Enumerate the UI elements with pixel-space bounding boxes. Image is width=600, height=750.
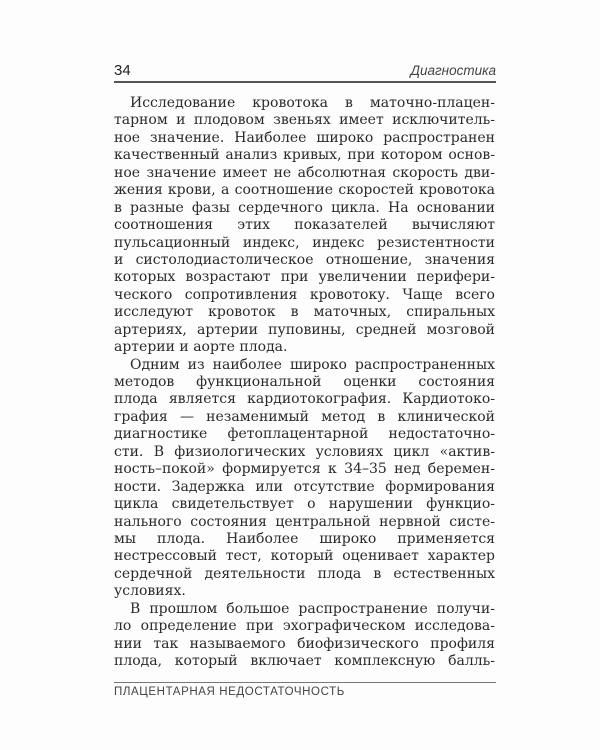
text-line: исследуют кровоток в маточных, спиральных (114, 304, 495, 321)
text-line: методов функциональной оценки состояния (114, 374, 495, 390)
page-number: 34 (114, 62, 131, 79)
running-header (114, 62, 496, 80)
text-line: тарном и плодовом звеньях имеет исключитель- (114, 112, 495, 129)
text-line: Одним из наиболее широко распространенных (130, 356, 495, 373)
text-line: ность–покой» формируется к 34–35 нед беремен- (114, 461, 495, 478)
text-line: плода, который включает комплексную балль- (114, 653, 495, 669)
text-line: мы плода. Наиболее широко применяется (114, 530, 495, 547)
running-footer: ПЛАЦЕНТАРНАЯ НЕДОСТАТОЧНОСТЬ (114, 686, 345, 698)
text-line: соотношения этих показателей вычисляют (114, 217, 495, 234)
text-line: нестрессовый тест, который оценивает характер (114, 548, 495, 565)
body-text (114, 95, 495, 670)
text-line: ло определение при эхографическом исследова- (114, 618, 495, 635)
text-line: пульсационный индекс, индекс резистентности (114, 234, 495, 251)
text-line: жения крови, а соотношение скоростей кровотока (114, 182, 495, 199)
text-line: сти. В физиологических условиях цикл «актив- (114, 443, 495, 460)
text-line: ческого сопротивления кровотоку. Чаще всего (114, 286, 495, 303)
text-line: артериях, артерии пуповины, средней мозговой (114, 321, 495, 338)
text-line: и систолодиастолическое отношение, значения (114, 251, 495, 268)
text-line: графия — незаменимый метод в клинической (114, 408, 495, 425)
text-line: Исследование кровотока в маточно-плацен- (130, 95, 495, 111)
text-line: В прошлом большое распространение получи- (130, 600, 495, 617)
text-line: артерии и аорте плода. (114, 339, 288, 356)
text-line: ное значение имеет не абсолютная скорость дви- (114, 164, 495, 181)
text-line: условиях. (114, 583, 186, 600)
text-line: ности. Задержка или отсутствие формирования (114, 478, 495, 495)
header-rule (114, 81, 496, 83)
text-line: качественный анализ кривых, при котором основ- (114, 147, 495, 164)
text-line: нального состояния центральной нервной систе- (114, 513, 495, 530)
text-line: в разные фазы сердечного цикла. На основании (114, 199, 495, 216)
footer-rule (114, 682, 496, 683)
text-line: цикла свидетельствует о нарушении функцио- (114, 496, 495, 513)
paragraph (114, 95, 495, 357)
section-title: Диагностика (410, 63, 496, 78)
text-line: сердечной деятельности плода в естественных (114, 565, 495, 582)
text-line: ное значение. Наиболее широко распространен (114, 129, 495, 146)
text-line: нии так называемого биофизического профиля (114, 635, 495, 652)
paragraph (114, 601, 495, 671)
text-line: плода является кардиотокография. Кардиотоко- (114, 391, 495, 408)
text-line: диагностике фетоплацентарной недостаточно- (114, 426, 495, 443)
paragraph (114, 357, 495, 601)
text-line: которых возрастают при увеличении перифери- (114, 269, 495, 286)
